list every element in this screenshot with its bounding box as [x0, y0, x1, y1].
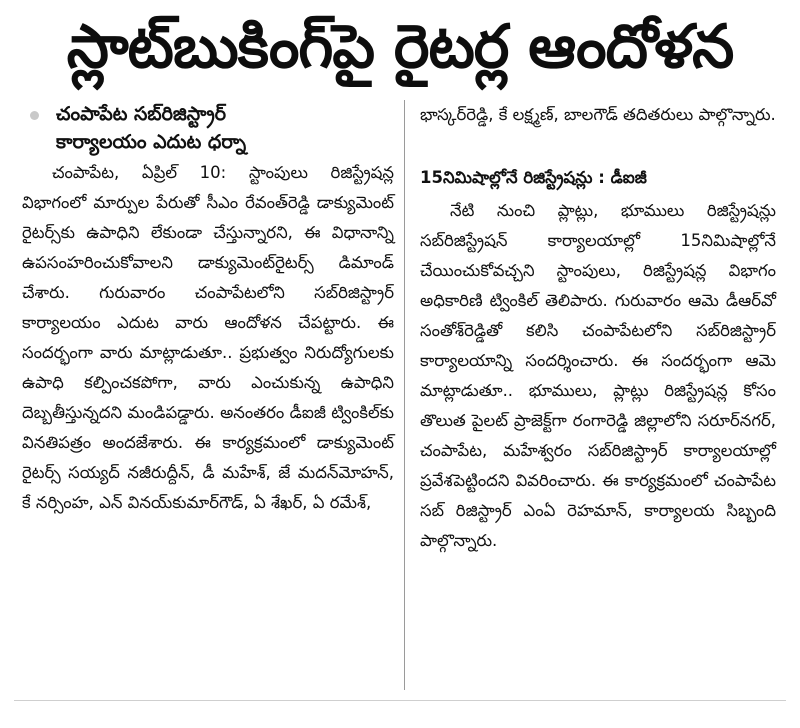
right-column [420, 96, 776, 556]
bottom-rule [14, 700, 786, 701]
bullet-icon [30, 111, 39, 120]
right-continuation-text: భాస్కర్‌రెడ్డి, కే లక్ష్మణ్‌, బాలగౌడ్‌ తదితరులు పాల్గొన్నారు. [420, 105, 776, 124]
subheading-line-1: చంపాపేట సబ్‌రిజిస్ట్రార్ [56, 103, 226, 125]
headline: స్లాట్‌బుకింగ్‌పై రైటర్ల ఆందోళన [66, 12, 734, 82]
column-divider [404, 100, 405, 690]
subheading-line-2: కార్యాలయం ఎదుట ధర్నా [56, 131, 247, 153]
crosshead: 15నిమిషాల్లోనే రిజిస్ట్రేషన్లు : డీఐజీ [420, 168, 647, 187]
subheading [22, 100, 394, 156]
left-column [22, 96, 394, 518]
right-body-text: నేటి నుంచి ప్లాట్లు, భూములు రిజిస్ట్రేషన్లు సబ్‌రిజిస్ట్రేషన్‌ కార్యాలయాల్లో 15నిమిషాల్లోనే చేయించుకోవచ్చని స్టాంపులు, రిజిస్ట్రేషన్ల విభాగం అధికారిణి ట్వింకిల్‌ తెలిపారు. గురువారం ఆమె డీఆర్‌వో సంతోశ్‌రెడ్డితో కలిసి చంపాపేటలోని సబ్‌రిజిస్ట్రార్‌ కార్యాలయాన్ని సందర్శించారు. ఈ సందర్భంగా ఆమె మాట్లాడుతూ.. భూములు, ప్లాట్లు రిజిస్ట్రేషన్ల కోసం తొలుత పైలట్‌ ప్రాజెక్ట్‌గా రంగారెడ్డి జిల్లాలోని సరూర్‌నగర్‌, చంపాపేట, మహేశ్వరం సబ్‌రిజిస్ట్రార్‌ కార్యాలయాల్లో ప్రవేశపెట్టిందని వివరించారు. ఈ కార్యక్రమంలో చంపాపేట సబ్‌ రిజిస్ట్రార్‌ ఎంఏ రెహమాన్‌, కార్యాలయ సిబ్బంది పాల్గొన్నారు. [420, 201, 776, 550]
left-body-text: చంపాపేట, ఏప్రిల్‌ 10: స్టాంపులు రిజిస్ట్రేషన్ల విభాగంలో మార్పుల పేరుతో సీఎం రేవంత్‌రెడ్డి డాక్యుమెంట్‌ రైటర్స్‌కు ఉపాధిని లేకుండా చేస్తున్నారని, ఈ విధానాన్ని ఉపసంహరించుకోవాలని డాక్యుమెంట్‌రైటర్స్‌ డిమాండ్‌ చేశారు. గురువారం చంపాపేటలోని సబ్‌రిజిస్ట్రార్‌ కార్యాలయం ఎదుట వారు ఆందోళన చేపట్టారు. ఈ సందర్భంగా వారు మాట్లాడుతూ.. ప్రభుత్వం నిరుద్యోగులకు ఉపాధి కల్పించకపోగా, వారు ఎంచుకున్న ఉపాధిని దెబ్బతీస్తున్నదని మండిపడ్డారు. అనంతరం డీఐజీ ట్వింకిల్‌కు వినతిపత్రం అందజేశారు. ఈ కార్యక్రమంలో డాక్యుమెంట్‌ రైటర్స్‌ సయ్యద్‌ నజీరుద్దీన్‌, డీ మహేశ్‌, జే మదన్‌మోహన్‌, కే నర్సింహ, ఎన్‌ వినయ్‌కుమార్‌గౌడ్‌, ఏ శేఖర్‌, ఏ రమేశ్‌, [22, 163, 394, 512]
